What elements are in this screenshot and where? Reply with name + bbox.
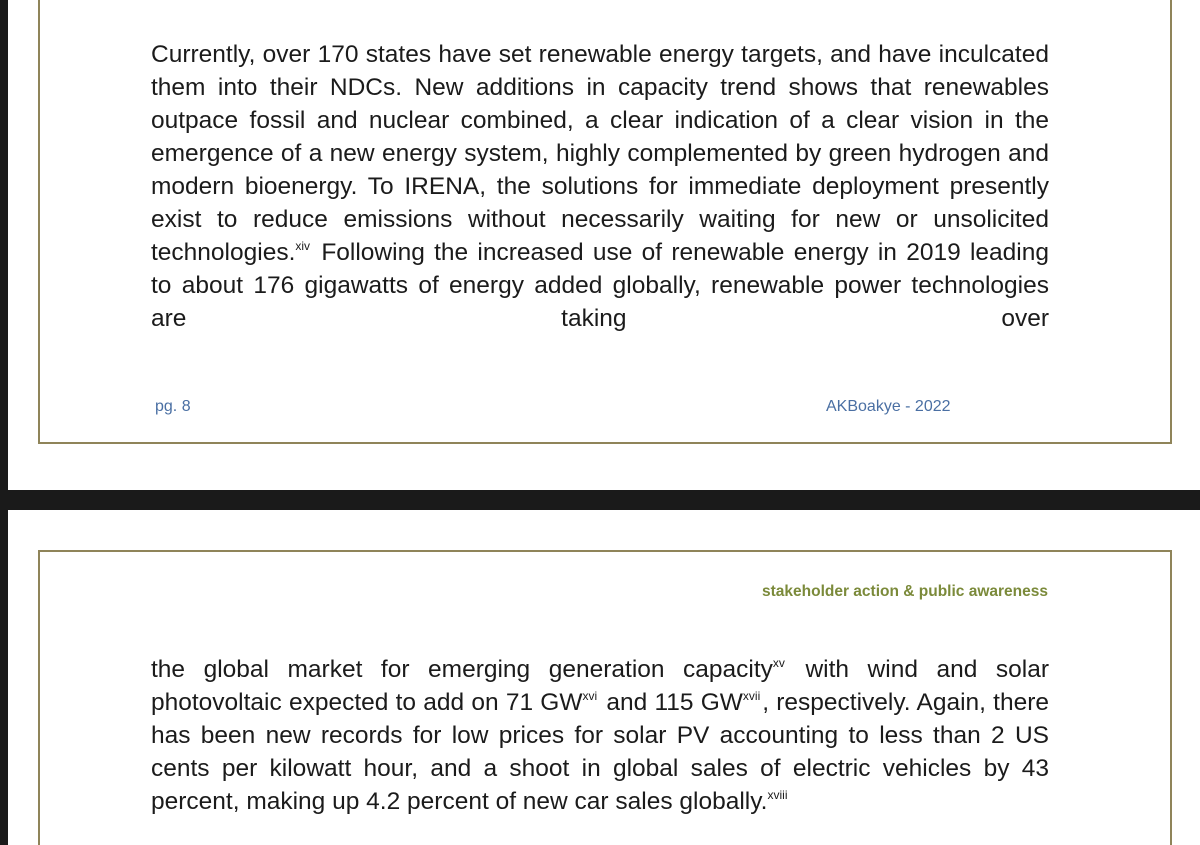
body-paragraph [151, 653, 1049, 818]
footnote-reference[interactable]: xviii [767, 788, 788, 802]
paragraph-text: Following the increased use of renewable energy in 2019 leading to about 176 gigawatts of energy added globally, renewable power technologies are taking over [151, 239, 1049, 332]
paragraph-text: , respectively. Again, there has been new records for low prices for solar PV accounting to less than 2 US cents per kilowatt hour, and a shoot in global sales of electric vehicles by 43 percent, making up 4.2 percent of new car sales globally. [151, 689, 1049, 815]
paragraph-text: the global market for emerging generation capacity [151, 656, 773, 683]
document-page-bottom [8, 510, 1200, 845]
paragraph-text: and 115 GW [599, 689, 743, 716]
footnote-reference[interactable]: xiv [295, 239, 311, 253]
paragraph-text: Currently, over 170 states have set renewable energy targets, and have inculcated them into their NDCs. New additions in capacity trend shows that renewables outpace fossil and nuclear combined, a clear indication of a clear vision in the emergence of a new energy system, highly complemented by green hydrogen and modern bioenergy. To IRENA, the solutions for immediate deployment presently exist to reduce emissions without necessarily waiting for new or unsolicited technologies. [151, 41, 1049, 266]
body-paragraph [151, 38, 1049, 335]
section-header: stakeholder action & public awareness [762, 583, 1048, 600]
footnote-reference[interactable]: xv [772, 656, 785, 670]
footnote-reference[interactable]: xvii [742, 689, 761, 703]
footer-author: AKBoakye - 2022 [826, 398, 951, 415]
page-number: pg. 8 [155, 398, 191, 415]
paragraph-text: with wind and solar photovoltaic expected to add on 71 GW [151, 656, 1049, 716]
footnote-reference[interactable]: xvi [582, 689, 598, 703]
document-page-top [8, 0, 1200, 490]
